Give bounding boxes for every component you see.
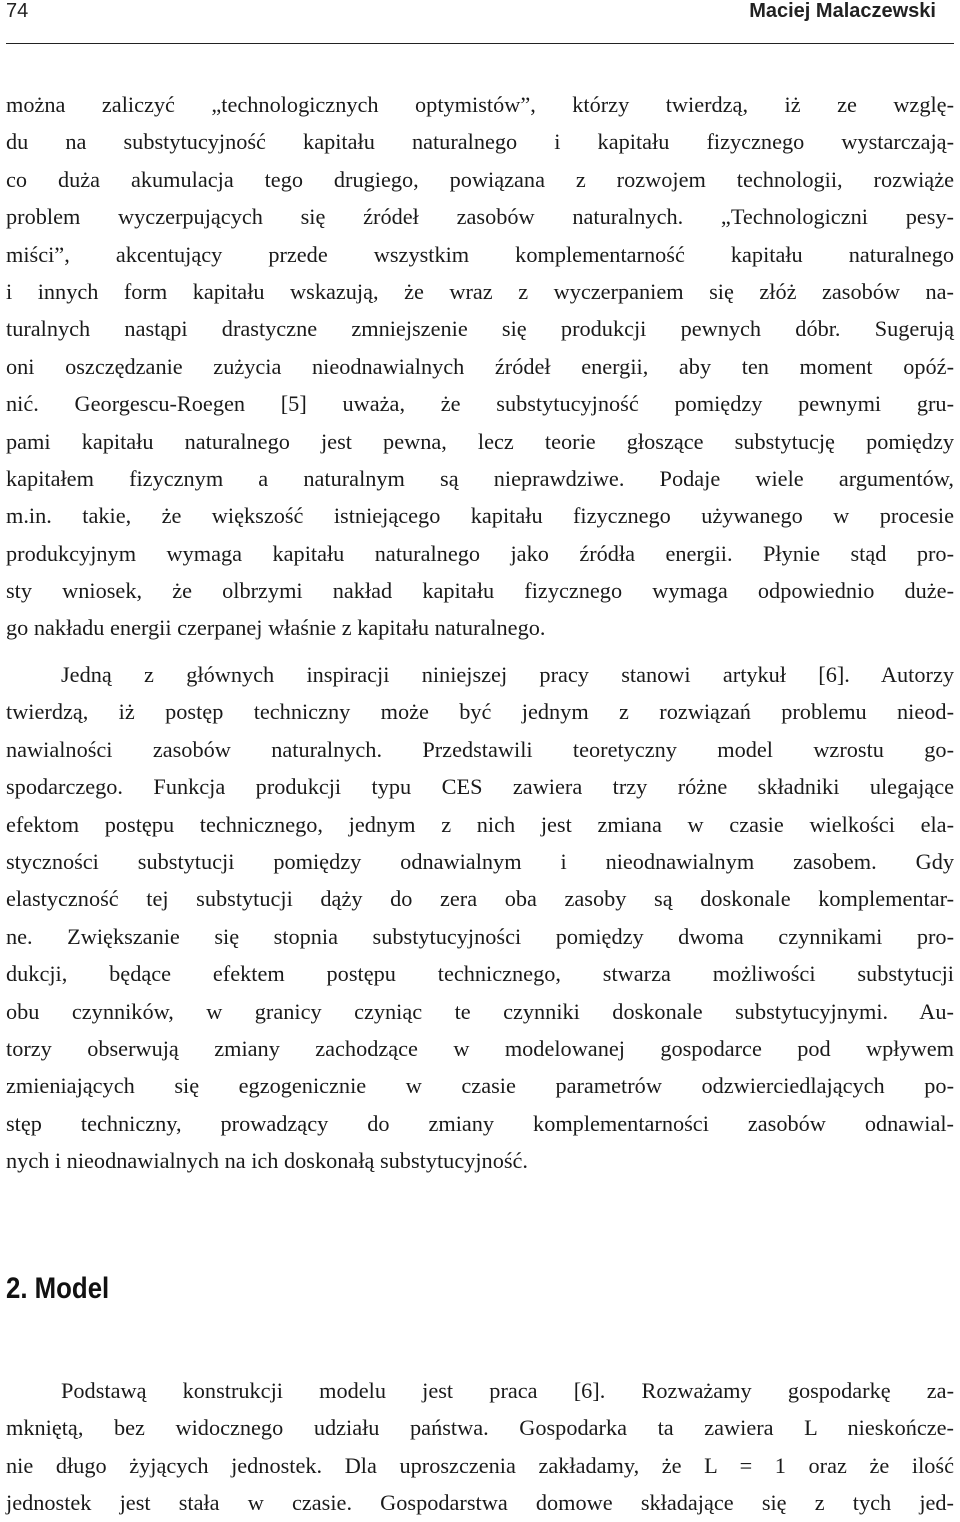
- text-line: kapitałem fizycznym a naturalnym są nieprawdziwe. Podaje wiele argumentów,: [6, 465, 954, 491]
- text-line: torzy obserwują zmiany zachodzące w modelowanej gospodarce pod wpływem: [6, 1035, 954, 1061]
- text-line: du na substytucyjność kapitału naturalnego i kapitału fizycznego wystarczają-: [6, 129, 954, 155]
- paragraph-1: [6, 86, 954, 647]
- text-line: spodarczego. Funkcja produkcji typu CES zawiera trzy różne składniki ulegające: [6, 774, 954, 800]
- page-number: 74: [6, 0, 29, 22]
- text-line: Podstawą konstrukcji modelu jest praca [6]. Rozważamy gospodarkę za-: [61, 1378, 954, 1403]
- text-line: i innych form kapitału wskazują, że wraz z wyczerpaniem się złóż zasobów na-: [6, 278, 954, 304]
- text-line: twierdzą, iż postęp techniczny może być jednym z rozwiązań problemu nieod-: [6, 699, 954, 725]
- text-line: produkcyjnym wymaga kapitału naturalnego jako źródła energii. Płynie stąd pro-: [6, 540, 954, 566]
- text-line: styczności substytucji pomiędzy odnawialnym i nieodnawialnym zasobem. Gdy: [6, 848, 954, 874]
- text-line: oni oszczędzanie zużycia nieodnawialnych źródeł energii, aby ten moment opóź-: [6, 353, 954, 379]
- paragraph-3: [6, 1372, 954, 1522]
- text-line: m.in. takie, że większość istniejącego kapitału fizycznego używanego w procesie: [6, 503, 954, 529]
- text-line: nie długo żyjących jednostek. Dla uproszczenia zakładamy, że L = 1 oraz że ilość: [6, 1452, 954, 1478]
- text-line: nych i nieodnawialnych na ich doskonałą substytucyjność.: [6, 1148, 529, 1174]
- text-line: zmieniających się egzogenicznie w czasie parametrów odzwierciedlających po-: [6, 1073, 954, 1099]
- section-heading: 2. Model: [6, 1272, 110, 1305]
- paragraph-2: [6, 656, 954, 1179]
- running-head-author: Maciej Malaczewski: [749, 0, 936, 22]
- text-line: sty wniosek, że olbrzymi nakład kapitału fizycznego wymaga odpowiednio duże-: [6, 578, 954, 604]
- text-line: go nakładu energii czerpanej właśnie z kapitału naturalnego.: [6, 615, 546, 641]
- text-line: stęp techniczny, prowadzący do zmiany komplementarności zasobów odnawial-: [6, 1110, 954, 1136]
- header-rule: [6, 43, 954, 44]
- text-line: jednostek jest stała w czasie. Gospodarstwa domowe składające się z tych jed-: [6, 1490, 954, 1516]
- text-line: miści”, akcentujący przede wszystkim komplementarność kapitału naturalnego: [6, 241, 954, 267]
- text-line: Jedną z głównych inspiracji niniejszej pracy stanowi artykuł [6]. Autorzy: [61, 662, 954, 687]
- text-line: elastyczność tej substytucji dąży do zera oba zasoby są doskonale komplementar-: [6, 886, 954, 912]
- text-line: mkniętą, bez widocznego udziału państwa. Gospodarka ta zawiera L nieskończe-: [6, 1415, 954, 1441]
- text-line: nić. Georgescu-Roegen [5] uważa, że substytucyjność pomiędzy pewnymi gru-: [6, 391, 954, 417]
- page-header: [6, 0, 954, 26]
- text-line: efektom postępu technicznego, jednym z nich jest zmiana w czasie wielkości ela-: [6, 811, 954, 837]
- text-line: ne. Zwiększanie się stopnia substytucyjności pomiędzy dwoma czynnikami pro-: [6, 923, 954, 949]
- text-line: obu czynników, w granicy czyniąc te czynniki doskonale substytucyjnymi. Au-: [6, 998, 954, 1024]
- text-line: co duża akumulacja tego drugiego, powiązana z rozwojem technologii, rozwiąże: [6, 166, 954, 192]
- text-line: problem wyczerpujących się źródeł zasobów naturalnych. „Technologiczni pesy-: [6, 204, 954, 230]
- text-line: turalnych nastąpi drastyczne zmniejszenie się produkcji pewnych dóbr. Sugerują: [6, 316, 954, 342]
- text-line: dukcji, będące efektem postępu technicznego, stwarza możliwości substytucji: [6, 961, 954, 987]
- text-line: można zaliczyć „technologicznych optymistów”, którzy twierdzą, iż ze wzglę-: [6, 92, 954, 117]
- text-line: pami kapitału naturalnego jest pewna, lecz teorie głoszące substytucję pomiędzy: [6, 428, 954, 454]
- text-line: nawialności zasobów naturalnych. Przedstawili teoretyczny model wzrostu go-: [6, 736, 954, 762]
